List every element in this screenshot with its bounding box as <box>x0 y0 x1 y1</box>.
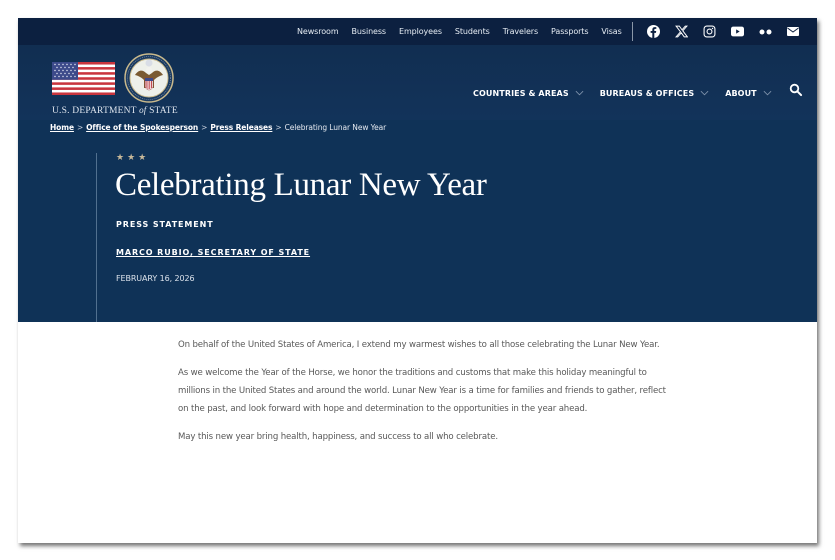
utility-link-travelers[interactable]: Travelers <box>502 27 539 36</box>
hero-vertical-rule <box>96 153 97 322</box>
stars-icon: ★★★ <box>116 152 150 162</box>
author-link[interactable]: MARCO RUBIO, SECRETARY OF STATE <box>116 248 311 257</box>
facebook-icon[interactable] <box>646 25 660 39</box>
article-paragraph: May this new year bring health, happiness, and success to all who celebrate. <box>178 432 498 442</box>
utility-link-employees[interactable]: Employees <box>399 27 442 36</box>
main-header <box>18 45 817 120</box>
breadcrumb-office-of-the-spokesperson[interactable]: Office of the Spokesperson <box>86 123 199 132</box>
chevron-down-icon <box>763 90 772 96</box>
chevron-down-icon <box>700 90 709 96</box>
youtube-icon[interactable] <box>730 25 744 39</box>
browser-page <box>18 18 817 543</box>
breadcrumb-home[interactable]: Home <box>50 123 74 132</box>
utility-divider <box>632 22 633 41</box>
utility-nav <box>297 18 635 45</box>
utility-link-visas[interactable]: Visas <box>601 27 622 36</box>
utility-link-passports[interactable]: Passports <box>551 27 589 36</box>
main-nav <box>473 85 788 101</box>
search-icon[interactable] <box>789 83 803 97</box>
utility-link-business[interactable]: Business <box>351 27 386 36</box>
nav-countries-areas[interactable]: COUNTRIES & AREAS <box>473 89 584 98</box>
article-paragraph: On behalf of the United States of America, I extend my warmest wishes to all those celebrating the Lunar New Year. <box>178 340 660 350</box>
x-icon[interactable] <box>674 25 688 39</box>
us-flag-icon <box>52 62 115 95</box>
breadcrumb-separator: > <box>76 123 84 132</box>
department-seal-icon <box>124 53 174 103</box>
social-links <box>646 18 814 45</box>
article-type: PRESS STATEMENT <box>116 220 214 229</box>
nav-bureaus-offices[interactable]: BUREAUS & OFFICES <box>600 89 709 98</box>
chevron-down-icon <box>575 90 584 96</box>
utility-link-students[interactable]: Students <box>454 27 490 36</box>
utility-bar <box>18 18 817 45</box>
breadcrumb-separator: > <box>275 123 282 132</box>
breadcrumb-separator: > <box>201 123 208 132</box>
utility-link-newsroom[interactable]: Newsroom <box>297 27 339 36</box>
breadcrumb-current: Celebrating Lunar New Year <box>284 123 387 132</box>
breadcrumb <box>50 123 386 132</box>
article-hero <box>18 120 817 322</box>
department-name: U.S. DEPARTMENT of STATE <box>52 105 178 116</box>
article-body <box>178 336 668 456</box>
flickr-icon[interactable] <box>758 25 772 39</box>
breadcrumb-press-releases[interactable]: Press Releases <box>210 123 273 132</box>
article-paragraph: As we welcome the Year of the Horse, we honor the traditions and customs that make this holiday meaningful to millions in the United States and around the world. Lunar New Year is a time for families and friends to gather, reflect on the past, and look forward with hope and determination to the opportunities in the year ahead. <box>178 368 666 414</box>
nav-about[interactable]: ABOUT <box>725 89 772 98</box>
publish-date: FEBRUARY 16, 2026 <box>116 274 195 283</box>
page-title: Celebrating Lunar New Year <box>115 167 487 203</box>
instagram-icon[interactable] <box>702 25 716 39</box>
email-icon[interactable] <box>786 25 800 39</box>
